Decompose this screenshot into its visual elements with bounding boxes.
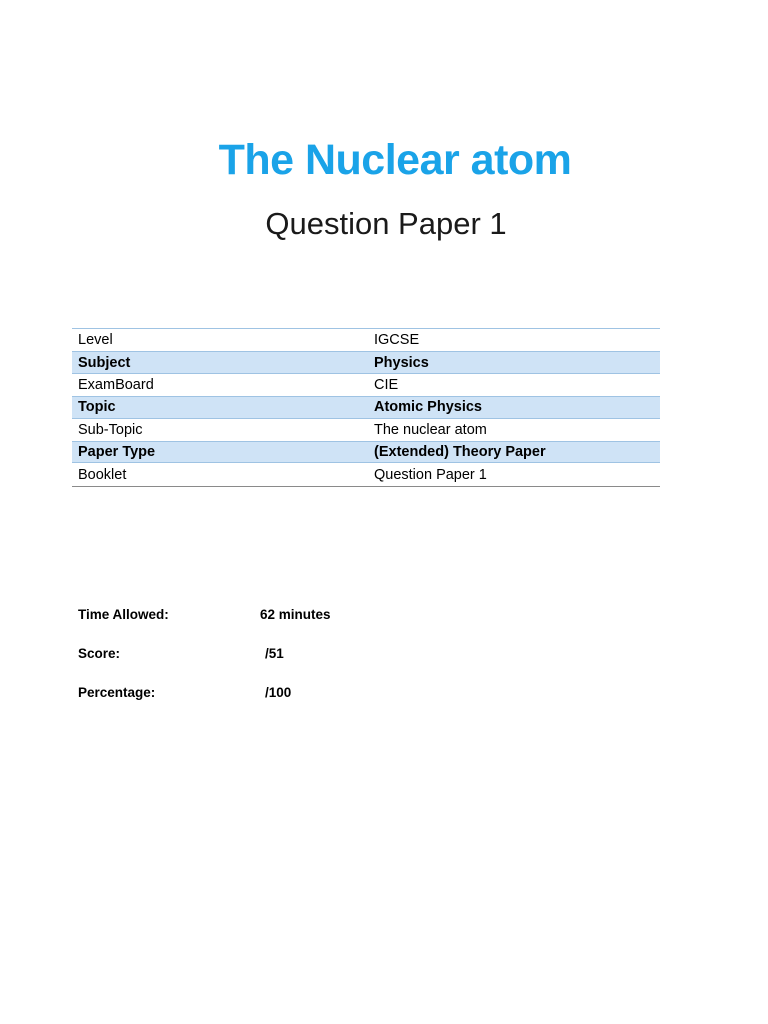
row-value: CIE <box>374 376 399 393</box>
info-table <box>72 328 660 487</box>
table-row-examboard <box>72 374 660 396</box>
score-label: Score: <box>78 646 121 661</box>
percentage-label: Percentage: <box>78 685 156 700</box>
row-label: Topic <box>78 399 116 416</box>
table-row-subject <box>72 351 660 373</box>
document-title: The Nuclear atom <box>218 136 572 184</box>
document-subtitle: Question Paper 1 <box>265 206 507 241</box>
table-row-level <box>72 329 660 351</box>
percentage-value: /100 <box>265 685 292 700</box>
row-label: Sub-Topic <box>78 421 143 438</box>
row-value: IGCSE <box>374 332 420 349</box>
row-label: Booklet <box>78 466 127 483</box>
row-value: The nuclear atom <box>374 421 487 438</box>
time-allowed-label: Time Allowed: <box>78 607 169 622</box>
row-label: Subject <box>78 354 131 371</box>
table-row-topic <box>72 396 660 418</box>
time-allowed-value: 62 minutes <box>260 607 331 622</box>
row-value: Atomic Physics <box>374 399 482 416</box>
row-label: Level <box>78 332 113 349</box>
score-value: /51 <box>265 646 284 661</box>
row-value: Physics <box>374 354 429 371</box>
row-value: Question Paper 1 <box>374 466 487 483</box>
table-row-paper-type <box>72 441 660 463</box>
row-label: ExamBoard <box>78 376 154 393</box>
row-label: Paper Type <box>78 444 156 461</box>
table-row-sub-topic <box>72 419 660 441</box>
row-value: (Extended) Theory Paper <box>374 444 546 461</box>
table-row-booklet <box>72 463 660 485</box>
